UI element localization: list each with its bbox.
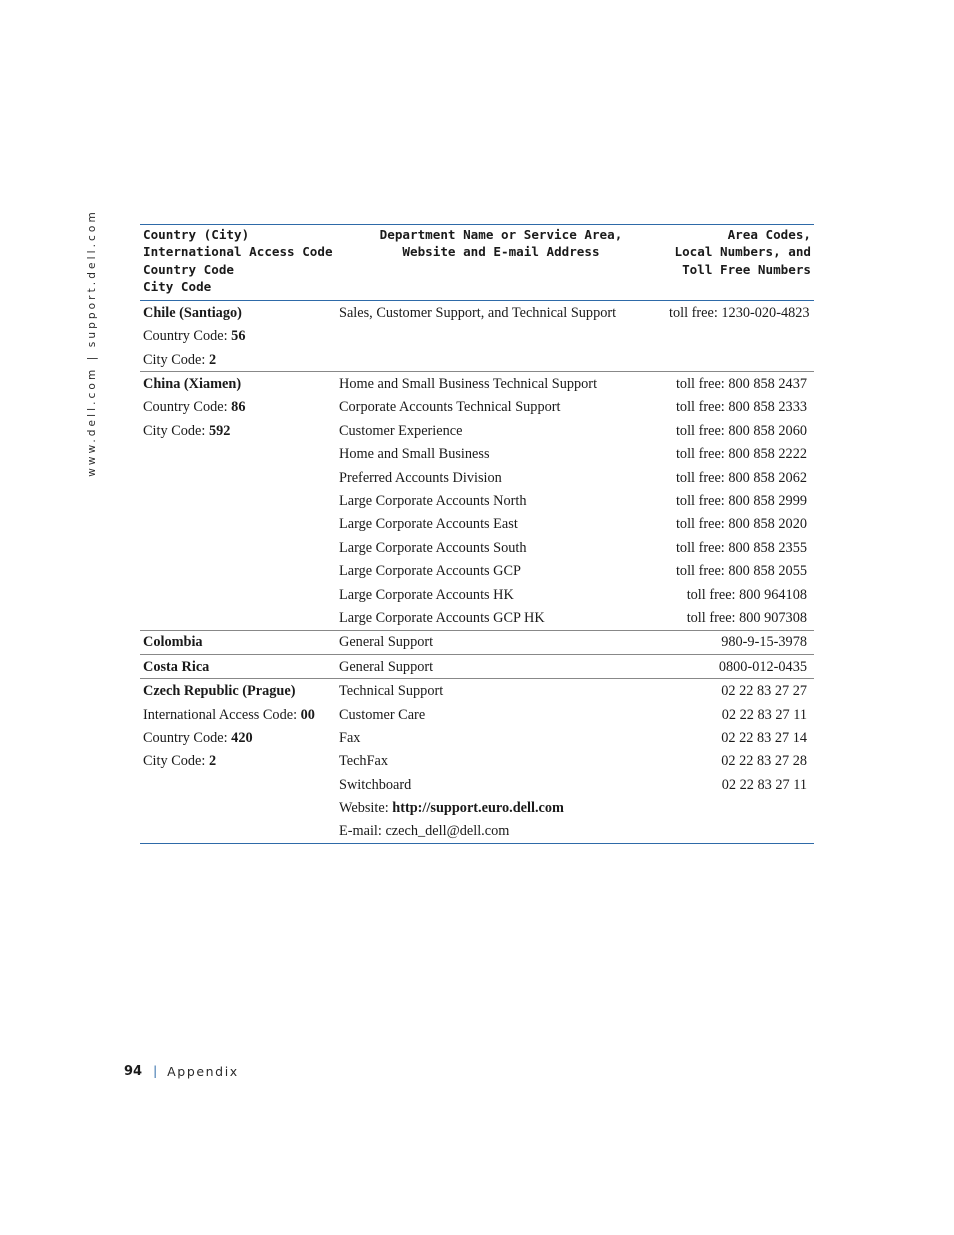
- phone-number-cell: toll free: 800 858 2055: [675, 563, 807, 580]
- table-row: [140, 630, 814, 654]
- service-name-cell: Large Corporate Accounts South: [339, 539, 527, 556]
- service-name-cell: Switchboard: [339, 776, 412, 793]
- country-name-cell: Chile (Santiago): [143, 304, 242, 321]
- service-name-cell: Large Corporate Accounts GCP HK: [339, 609, 545, 626]
- table-header: [140, 225, 814, 301]
- table-row: [140, 466, 814, 489]
- service-name-cell: Fax: [339, 729, 361, 746]
- country-code-cell: [140, 396, 336, 419]
- header-line: Country (City): [143, 227, 250, 242]
- country-name-cell: China (Xiamen): [143, 376, 242, 393]
- service-name-cell: General Support: [339, 658, 434, 675]
- empty-cell: [140, 443, 336, 466]
- code-value: 2: [208, 753, 217, 770]
- code-value: 00: [300, 706, 315, 723]
- service-name-cell: Customer Care: [339, 706, 426, 723]
- phone-number-cell: toll free: 1230-020-4823: [669, 304, 810, 321]
- empty-cell: [140, 583, 336, 606]
- empty-cell: [336, 325, 666, 348]
- phone-number-cell: toll free: 800 907308: [686, 609, 807, 626]
- service-name-cell: Customer Experience: [339, 422, 463, 439]
- table-row: [140, 583, 814, 606]
- phone-number-cell: [666, 820, 814, 844]
- country-code-cell: [140, 726, 336, 749]
- code-label: City Code:: [143, 351, 209, 368]
- header-row: [140, 225, 814, 301]
- code-label: Country Code:: [143, 399, 232, 416]
- header-line: Website and E-mail Address: [402, 244, 600, 260]
- phone-number-cell: 02 22 83 27 11: [721, 776, 807, 793]
- country-code-cell: [140, 419, 336, 442]
- code-value: 592: [208, 422, 231, 439]
- table-row: [140, 513, 814, 536]
- empty-cell: [666, 325, 814, 348]
- phone-number-cell: toll free: 800 858 2437: [675, 376, 807, 393]
- country-code-cell: [140, 750, 336, 773]
- empty-cell: [140, 559, 336, 582]
- table-body: [140, 301, 814, 844]
- side-url-margin: [84, 209, 100, 477]
- code-label: Country Code:: [143, 328, 232, 345]
- header-line: Department Name or Service Area,: [379, 227, 623, 242]
- phone-number-cell: 02 22 83 27 14: [721, 729, 807, 746]
- empty-cell: [140, 606, 336, 630]
- header-numbers: [666, 225, 814, 301]
- phone-number-cell: toll free: 800 858 2222: [675, 446, 807, 463]
- empty-cell: [140, 513, 336, 536]
- service-name-cell: [336, 796, 666, 819]
- table-row: [140, 703, 814, 726]
- footer-separator: |: [153, 1064, 158, 1078]
- service-name-cell: Technical Support: [339, 683, 444, 700]
- table-row: [140, 443, 814, 466]
- code-value: 420: [231, 729, 253, 746]
- phone-number-cell: [666, 796, 814, 819]
- service-name-cell: Large Corporate Accounts North: [339, 493, 527, 509]
- contact-table: [140, 224, 814, 844]
- code-value: 2: [208, 351, 217, 368]
- code-value: 56: [231, 328, 246, 345]
- website-url: http://support.euro.dell.com: [392, 800, 564, 817]
- header-country: [140, 225, 336, 301]
- service-name-cell: Sales, Customer Support, and Technical Support: [339, 304, 617, 321]
- header-line: City Code: [143, 278, 212, 294]
- table-row: [140, 655, 814, 679]
- service-name-cell: Home and Small Business Technical Support: [339, 376, 598, 393]
- table-row: [140, 820, 814, 844]
- phone-number-cell: 02 22 83 27 11: [721, 706, 807, 723]
- table-row: [140, 606, 814, 630]
- country-code-cell: [140, 348, 336, 372]
- table-row: [140, 348, 814, 372]
- website-label: Website:: [339, 800, 393, 817]
- service-name-cell: Home and Small Business: [339, 446, 490, 463]
- table-row: [140, 301, 814, 325]
- table-row: [140, 396, 814, 419]
- empty-cell: [140, 773, 336, 796]
- phone-number-cell: toll free: 800 858 2060: [675, 422, 807, 439]
- country-name-cell: Costa Rica: [143, 658, 210, 675]
- header-line: Toll Free Numbers: [682, 261, 811, 277]
- empty-cell: [140, 466, 336, 489]
- phone-number-cell: 02 22 83 27 28: [721, 753, 807, 770]
- service-name-cell: General Support: [339, 634, 434, 651]
- phone-number-cell: toll free: 800 858 2062: [675, 469, 807, 486]
- phone-number-cell: 02 22 83 27 27: [721, 683, 807, 700]
- empty-cell: [140, 489, 336, 512]
- empty-cell: [140, 820, 336, 844]
- table-row: [140, 489, 814, 512]
- phone-number-cell: 980-9-15-3978: [721, 634, 807, 651]
- country-name-cell: Czech Republic (Prague): [143, 683, 296, 700]
- table-row: [140, 750, 814, 773]
- service-name-cell: Large Corporate Accounts HK: [339, 586, 514, 603]
- table-row: [140, 559, 814, 582]
- code-value: 86: [231, 399, 246, 416]
- phone-number-cell: toll free: 800 858 2333: [675, 399, 807, 416]
- header-line: Area Codes,: [727, 227, 811, 242]
- empty-cell: [666, 348, 814, 372]
- table-row: [140, 419, 814, 442]
- footer-section-title: Appendix: [167, 1063, 239, 1079]
- service-name-cell: Large Corporate Accounts East: [339, 516, 518, 533]
- empty-cell: [140, 796, 336, 819]
- country-code-cell: [140, 325, 336, 348]
- service-name-cell: Large Corporate Accounts GCP: [339, 563, 521, 580]
- table-row: [140, 726, 814, 749]
- phone-number-cell: toll free: 800 858 2020: [675, 516, 807, 533]
- page-number: 94: [124, 1063, 143, 1079]
- header-line: Country Code: [143, 261, 234, 277]
- phone-number-cell: toll free: 800 858 2355: [675, 539, 807, 556]
- empty-cell: [140, 536, 336, 559]
- header-department: [336, 225, 666, 301]
- country-name-cell: Colombia: [143, 634, 203, 651]
- table-row: [140, 372, 814, 396]
- table-row: [140, 679, 814, 703]
- table-row: [140, 796, 814, 819]
- side-url-text: www.dell.com | support.dell.com: [86, 209, 99, 477]
- table-row: [140, 325, 814, 348]
- code-label: City Code:: [143, 753, 209, 770]
- table-row: [140, 536, 814, 559]
- service-name-cell: Corporate Accounts Technical Support: [339, 399, 561, 416]
- code-label: International Access Code:: [143, 706, 301, 723]
- code-label: Country Code:: [143, 729, 232, 746]
- service-name-cell: E-mail: czech_dell@dell.com: [339, 823, 510, 840]
- service-name-cell: TechFax: [339, 753, 389, 770]
- phone-number-cell: 0800-012-0435: [718, 658, 807, 675]
- phone-number-cell: toll free: 800 964108: [686, 586, 807, 603]
- service-name-cell: Preferred Accounts Division: [339, 469, 502, 486]
- code-label: City Code:: [143, 422, 209, 439]
- empty-cell: [336, 348, 666, 372]
- header-line: Local Numbers, and: [674, 244, 811, 260]
- page-footer: [124, 1062, 239, 1080]
- header-line: International Access Code: [143, 244, 333, 260]
- table-row: [140, 773, 814, 796]
- phone-number-cell: toll free: 800 858 2999: [675, 493, 807, 509]
- country-code-cell: [140, 703, 336, 726]
